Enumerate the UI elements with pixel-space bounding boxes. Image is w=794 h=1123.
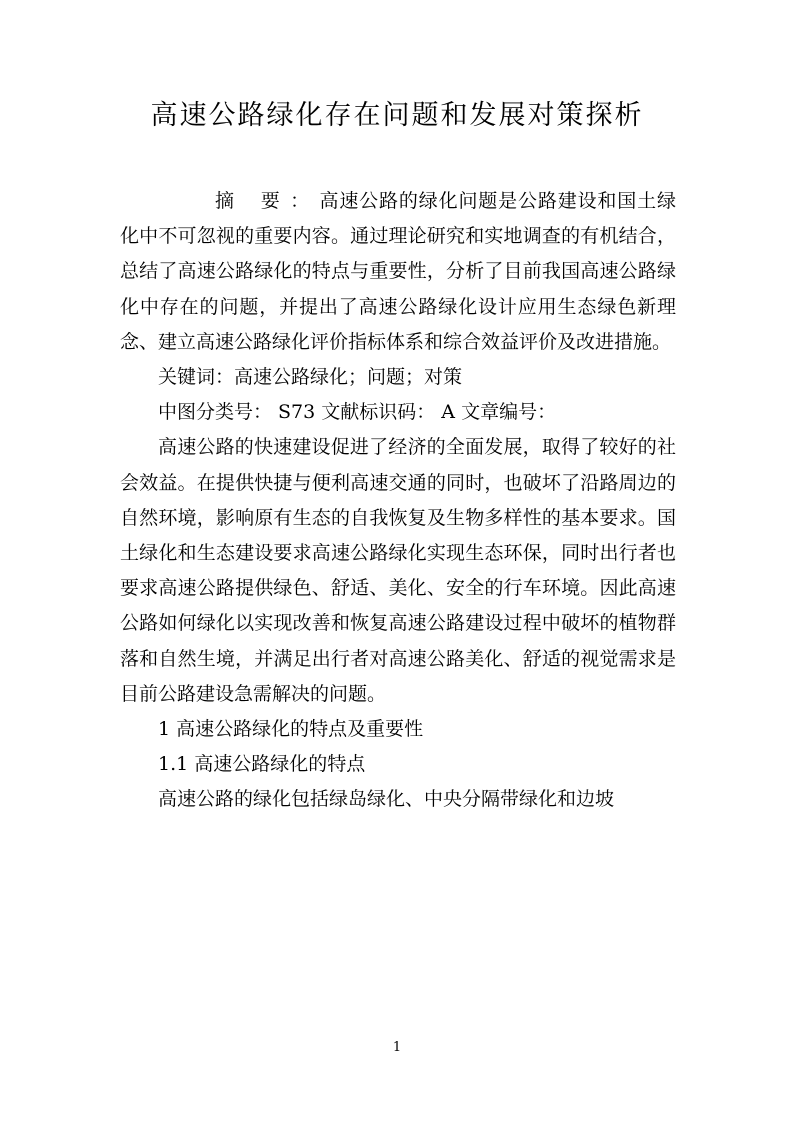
classification-line: 中图分类号： S73 文献标识码： A 文章编号：	[158, 401, 557, 424]
abstract-paragraph	[120, 184, 676, 360]
document-title: 高速公路绿化存在问题和发展对策探析	[150, 100, 644, 131]
section-heading-1: 1 高速公路绿化的特点及重要性	[158, 718, 424, 741]
section-1-1-paragraph: 高速公路的绿化包括绿岛绿化、中央分隔带绿化和边坡	[158, 788, 615, 811]
page-number: 1	[392, 1040, 402, 1055]
abstract-label: 摘 要：	[215, 190, 320, 212]
intro-paragraph: 高速公路的快速建设促进了经济的全面发展，取得了较好的社会效益。在提供快捷与便利高速交通的同时，也破坏了沿路周边的自然环境，影响原有生态的自我恢复及生物多样性的基本要求。国土绿化和生态建设要求高速公路绿化实现生态环保，同时出行者也要求高速公路提供绿色、舒适、美化、安全的行车环境。因此高速公路如何绿化以实现改善和恢复高速公路建设过程中破坏的植物群落和自然生境，并满足出行者对高速公路美化、舒适的视觉需求是目前公路建设急需解决的问题。	[120, 436, 676, 705]
keywords-line: 关键词：高速公路绿化；问题；对策	[158, 366, 463, 389]
document-body	[120, 184, 676, 818]
abstract-text: 高速公路的绿化问题是公路建设和国土绿化中不可忽视的重要内容。通过理论研究和实地调查的有机结合，总结了高速公路绿化的特点与重要性，分析了目前我国高速公路绿化中存在的问题，并提出了高速公路绿化设计应用生态绿色新理念、建立高速公路绿化评价指标体系和综合效益评价及改进措施。	[120, 190, 676, 353]
section-heading-1-1: 1.1 高速公路绿化的特点	[158, 753, 366, 776]
